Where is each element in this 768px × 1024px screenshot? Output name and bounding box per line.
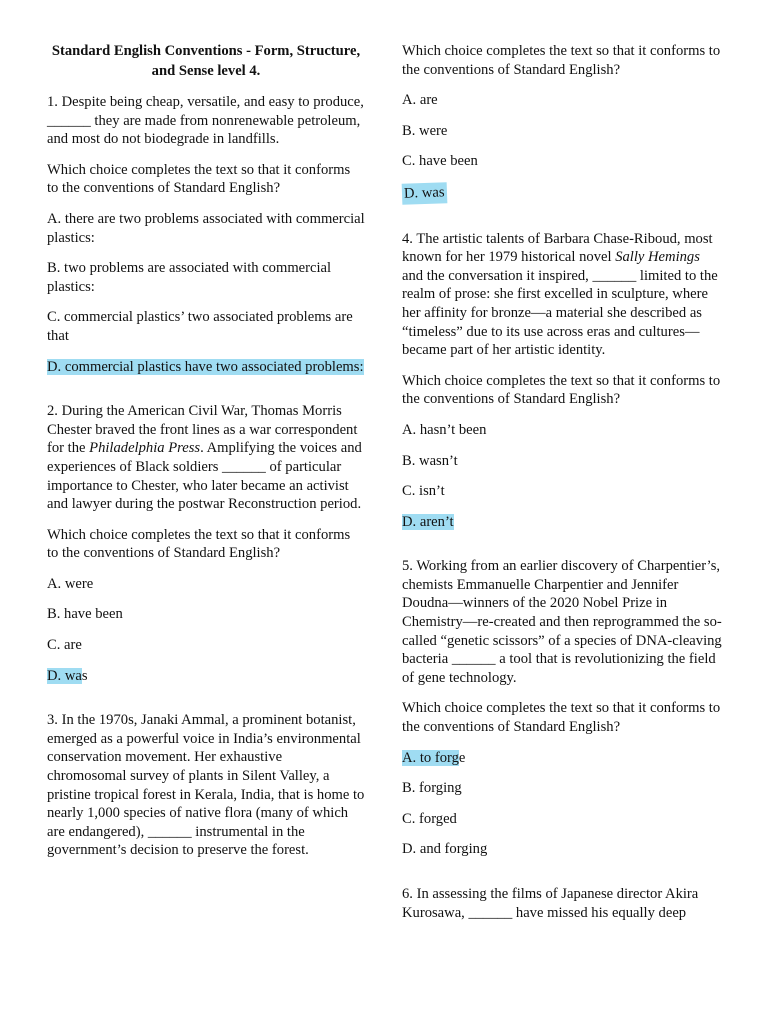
question-5-option-a-rest: e <box>458 749 466 766</box>
question-2-option-a: A. were <box>47 575 94 592</box>
question-4-option-d <box>402 513 724 532</box>
document-title: Standard English Conventions - Form, Structure, and Sense level 4. <box>51 43 361 79</box>
question-2-prompt: Which choice completes the text so that it conforms to the conventions of Standard English? <box>47 526 351 562</box>
question-4-prompt: Which choice completes the text so that it conforms to the conventions of Standard English? <box>402 372 721 408</box>
question-5-option-d: D. and forging <box>402 841 488 858</box>
question-2-text <box>47 402 365 514</box>
question-4-option-c: C. isn’t <box>402 483 445 500</box>
question-2-option-b: B. have been <box>47 606 123 623</box>
question-3-option-c: C. have been <box>402 153 478 170</box>
question-4-text <box>402 230 724 360</box>
question-2-option-d-rest: s <box>81 667 88 684</box>
question-3-option-a: A. are <box>402 92 438 109</box>
question-4-option-b: B. wasn’t <box>402 452 458 469</box>
question-5-option-c: C. forged <box>402 810 457 827</box>
question-3-answer-highlight: D. was <box>402 182 447 204</box>
question-4-text-part: 4. The artistic talents of Barbara Chase-Riboud, most known for her 1979 historical novel <box>402 230 713 266</box>
question-3-prompt: Which choice completes the text so that it conforms to the conventions of Standard English? <box>402 43 721 78</box>
question-1-answer-highlight: D. commercial plastics have two associated problems: <box>47 358 364 375</box>
question-1-prompt: Which choice completes the text so that it conforms to the conventions of Standard English? <box>47 161 351 197</box>
question-2-text-part: . Amplifying the voices and experiences of Black soldiers ______ of particular importance to Chester, who later became an activist and lawyer during the postwar Reconstruction period. <box>47 440 362 513</box>
question-2-text-part: 2. During the American Civil War, Thomas Morris Chester braved the front lines as a war correspondent for the <box>47 403 358 457</box>
question-1-option-c: C. commercial plastics’ two associated problems are that <box>47 309 353 344</box>
question-3-option-b: B. were <box>402 122 448 139</box>
question-2-italic-title: Philadelphia Press <box>89 440 201 457</box>
question-4-italic-title: Sally Hemings <box>615 249 700 266</box>
left-column <box>47 42 365 872</box>
question-5-option-a <box>402 749 724 768</box>
question-1-option-d <box>47 358 365 377</box>
question-5-answer-highlight: A. to forg <box>402 749 459 766</box>
question-5-text: 5. Working from an earlier discovery of Charpentier’s, chemists Emmanuelle Charpentier and Jennifer Doudna—winners of the 2020 Nobel Prize in Chemistry—re-created and then reprogrammed the so-called “genetic scissors” of a species of DNA-cleaving bacteria ______ a tool that is revolutionizing the field of gene technology. <box>402 558 722 686</box>
question-5-prompt: Which choice completes the text so that it conforms to the conventions of Standard English? <box>402 700 721 736</box>
question-2-option-d <box>47 667 365 686</box>
question-1-option-a: A. there are two problems associated with commercial plastics: <box>47 210 365 246</box>
question-4-text-part: and the conversation it inspired, ______ limited to the realm of prose: she first excelled in sculpture, where her affinity for bronze—a material she described as “timeless” due to its use across eras and cultures—became part of her artistic identity. <box>402 267 718 359</box>
question-2-option-c: C. are <box>47 637 82 654</box>
question-3-option-d <box>402 183 724 204</box>
right-column <box>402 42 724 934</box>
question-2-answer-highlight: D. wa <box>47 667 82 684</box>
question-4-answer-highlight: D. aren’t <box>402 513 454 530</box>
question-5-option-b: B. forging <box>402 780 462 797</box>
question-3-text: 3. In the 1970s, Janaki Ammal, a prominent botanist, emerged as a powerful voice in India’s environmental conservation movement. Her exhaustive chromosomal survey of plants in Silent Valley, a pristine tropical forest in Kerala, India, that is home to nearly 1,000 species of native flora (many of which are endangered), ______ instrumental in the government’s decision to preserve the forest. <box>47 712 365 859</box>
question-1-option-b: B. two problems are associated with commercial plastics: <box>47 260 332 295</box>
question-1-text: 1. Despite being cheap, versatile, and easy to produce, ______ they are made from nonrenewable petroleum, and most do not biodegrade in landfills. <box>47 94 364 148</box>
question-4-option-a: A. hasn’t been <box>402 421 487 438</box>
question-6-text: 6. In assessing the films of Japanese director Akira Kurosawa, ______ have missed his equally deep <box>402 886 699 921</box>
